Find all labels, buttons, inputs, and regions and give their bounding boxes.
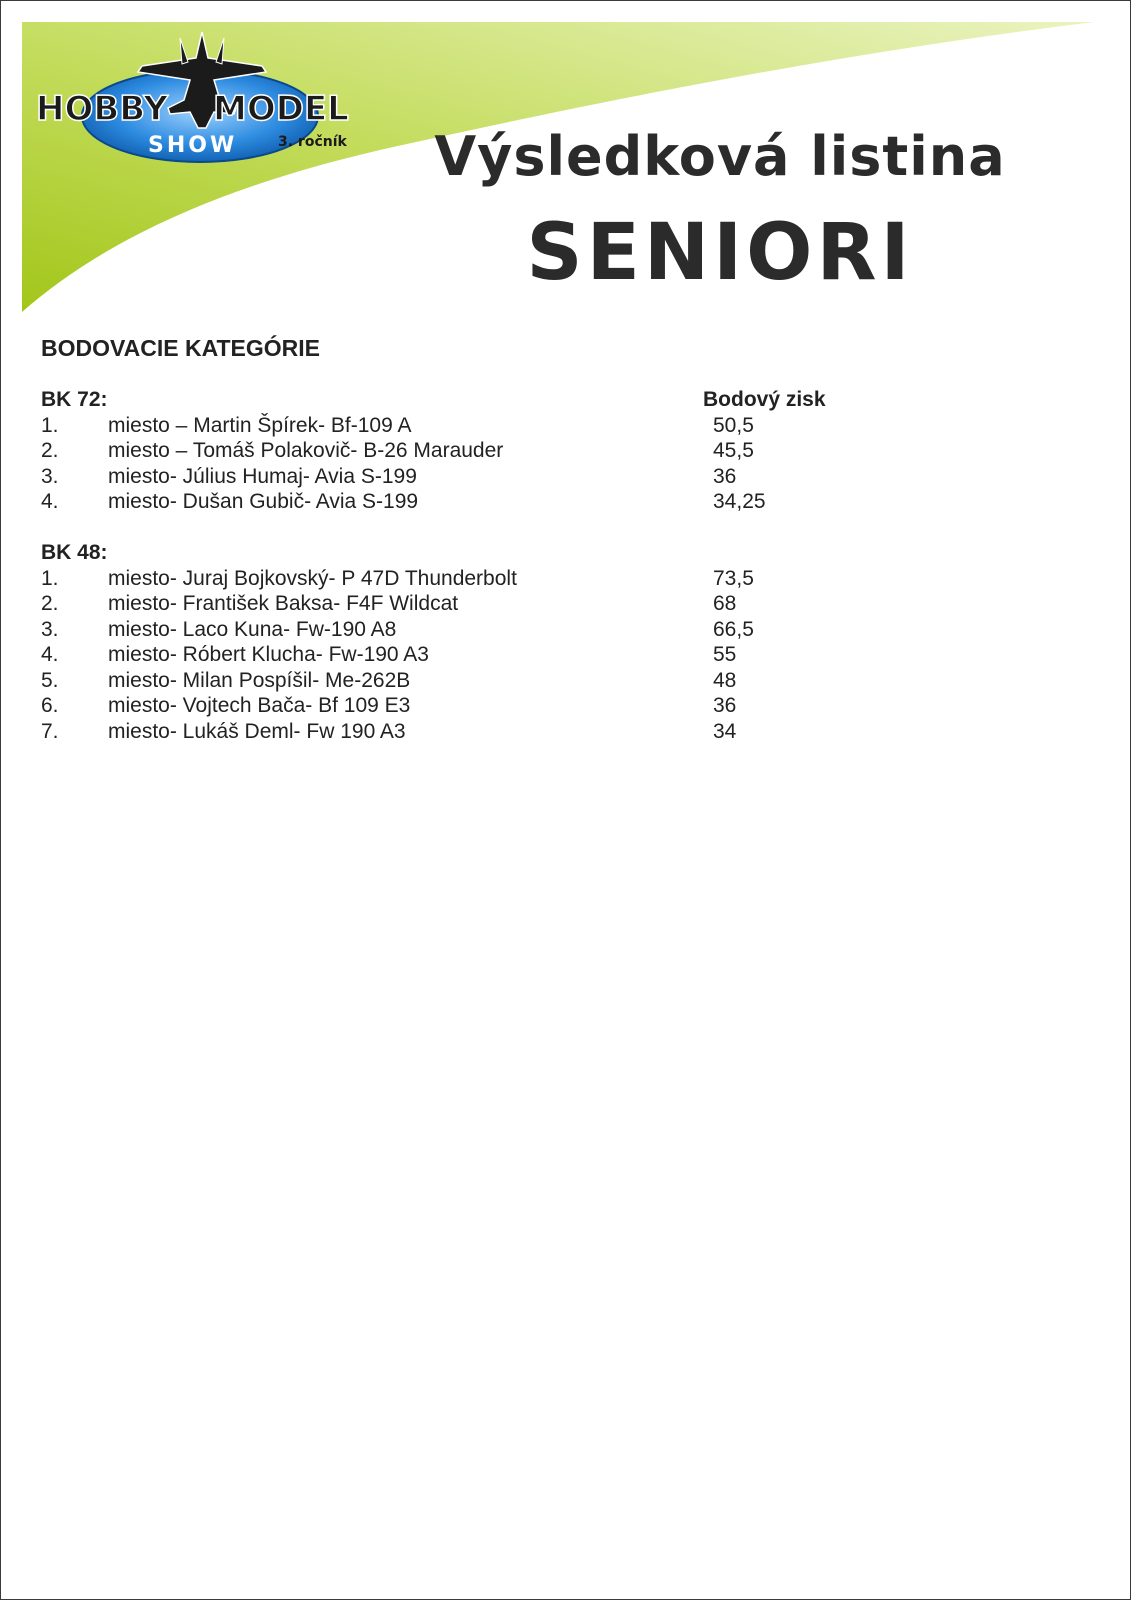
score: 48	[713, 668, 737, 692]
result-row	[41, 642, 941, 668]
logo-text-model: MODEL	[213, 89, 349, 129]
rank: 4.	[41, 643, 59, 666]
score: 55	[713, 643, 737, 666]
entry-text: miesto- Július Humaj- Avia S-199	[108, 464, 417, 488]
score: 34,25	[713, 490, 766, 513]
category-label: BK 72:	[41, 388, 108, 411]
score: 73,5	[713, 566, 754, 590]
logo-text-hobby: HOBBY	[36, 89, 168, 129]
score: 45,5	[713, 439, 754, 462]
hobby-model-show-logo	[30, 28, 375, 168]
category-header-row	[41, 387, 941, 413]
document-subtitle: SENIORI	[526, 208, 914, 298]
entry-text: miesto – Tomáš Polakovič- B-26 Marauder	[108, 439, 504, 462]
rank: 1.	[41, 413, 59, 437]
score: 66,5	[713, 617, 754, 641]
result-row	[41, 489, 941, 515]
result-row	[41, 591, 941, 617]
entry-text: miesto – Martin Špírek- Bf-109 A	[108, 413, 412, 437]
entry-text: miesto- František Baksa- F4F Wildcat	[108, 592, 459, 615]
result-row	[41, 668, 941, 694]
rank: 7.	[41, 719, 59, 743]
category-label: BK 48:	[41, 541, 108, 564]
score: 34	[713, 719, 737, 743]
entry-text: miesto- Milan Pospíšil- Me-262B	[108, 668, 411, 692]
score: 36	[713, 464, 737, 488]
result-row	[41, 566, 941, 592]
score: 36	[713, 694, 737, 717]
entry-text: miesto- Róbert Klucha- Fw-190 A3	[108, 643, 429, 666]
results-list	[41, 387, 941, 744]
spacer	[41, 515, 941, 541]
result-row	[41, 719, 941, 745]
rank: 2.	[41, 592, 59, 615]
rank: 2.	[41, 439, 59, 462]
entry-text: miesto- Laco Kuna- Fw-190 A8	[108, 617, 397, 641]
rank: 5.	[41, 668, 59, 692]
entry-text: miesto- Vojtech Bača- Bf 109 E3	[108, 694, 411, 717]
rank: 3.	[41, 464, 59, 488]
score-column-header: Bodový zisk	[703, 388, 826, 411]
rank: 3.	[41, 617, 59, 641]
section-heading: BODOVACIE KATEGÓRIE	[41, 335, 320, 361]
rank: 1.	[41, 566, 59, 590]
entry-text: miesto- Juraj Bojkovský- P 47D Thunderbolt	[108, 566, 517, 590]
entry-text: miesto- Lukáš Deml- Fw 190 A3	[108, 719, 406, 743]
logo-text-show: SHOW	[148, 133, 238, 158]
result-row	[41, 464, 941, 490]
score: 68	[713, 592, 737, 615]
result-row	[41, 693, 941, 719]
document-title: Výsledková listina	[434, 125, 1006, 188]
rank: 6.	[41, 694, 59, 717]
score: 50,5	[713, 413, 754, 437]
category-header-row	[41, 540, 941, 566]
rank: 4.	[41, 490, 59, 513]
logo-edition: 3. ročník	[278, 134, 347, 150]
result-row	[41, 413, 941, 439]
entry-text: miesto- Dušan Gubič- Avia S-199	[108, 490, 419, 513]
result-row	[41, 617, 941, 643]
result-row	[41, 438, 941, 464]
